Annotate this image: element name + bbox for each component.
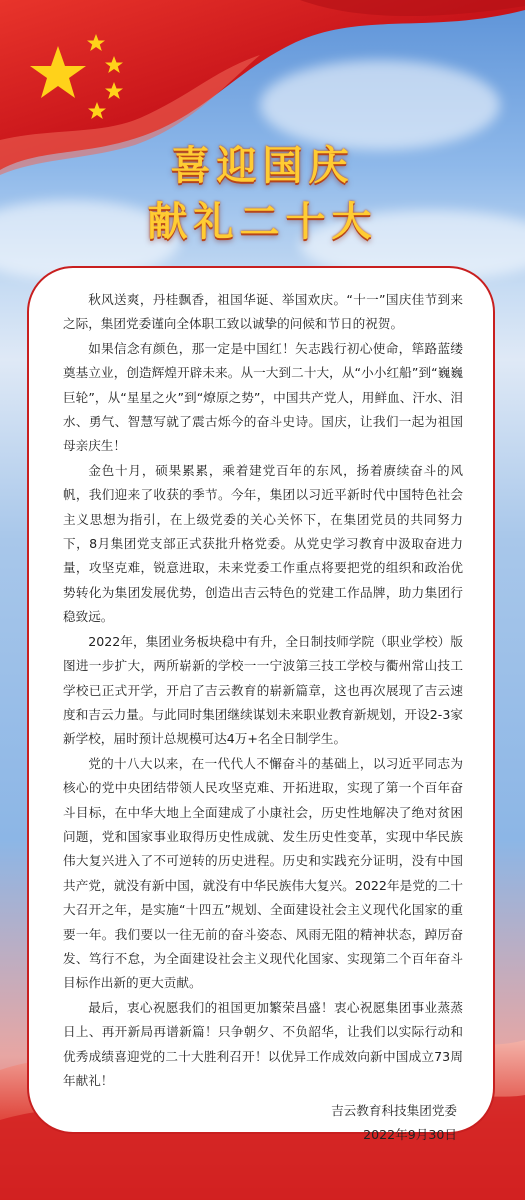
letter-paragraph: 如果信念有颜色，那一定是中国红！矢志践行初心使命，筚路蓝缕奠基立业，创造辉煌开辟未来。从一大到二十大，从“小小红船”到“巍巍巨轮”，从“星星之火”到“燎原之势”，中国共产党人，用鲜血、汗水、泪水、勇气、智慧写就了震古烁今的奋斗史诗。国庆，让我们一起为祖国母亲庆生！ <box>63 340 463 454</box>
letter-paragraph: 金色十月，硕果累累，乘着建党百年的东风，扬着赓续奋斗的风帆，我们迎来了收获的季节。今年，集团以习近平新时代中国特色社会主义思想为指引，在上级党委的关心关怀下，在集团党员的共同努力下，8月集团党支部正式获批升格党委。从党史学习教育中汲取奋进力量，攻坚克难，锐意进取，未来党委工作重点将要把党的组织和政治优势转化为集团发展优势，创造出吉云特色的党建工作品牌，助力集团行稳致远。 <box>63 462 463 625</box>
signature: 吉云教育科技集团党委 <box>331 1103 457 1119</box>
title-line-2: 献礼二十大 <box>147 199 378 245</box>
letter-paragraph: 最后，衷心祝愿我们的祖国更加繁荣昌盛！衷心祝愿集团事业蒸蒸日上、再开新局再谱新篇！只争朝夕、不负韶华，让我们以实际行动和优秀成绩喜迎党的二十大胜利召开！以优异工作成效向新中国成立73周年献礼！ <box>63 999 463 1088</box>
greeting-letter-card <box>27 266 495 1143</box>
letter-paragraph: 党的十八大以来，在一代代人不懈奋斗的基础上，以习近平同志为核心的党中央团结带领人民攻坚克难、开拓进取，实现了第一个百年奋斗目标，在中华大地上全面建成了小康社会，历史性地解决了绝对贫困问题，党和国家事业取得历史性成就、发生历史性变革，实现中华民族伟大复兴进入了不可逆转的历史进程。历史和实践充分证明，没有中国共产党，就没有新中国，就没有中华民族伟大复兴。2022年是党的二十大召开之年，是实施“十四五”规划、全面建设社会主义现代化国家的重要一年。我们要以一往无前的奋斗姿态、风雨无阻的精神状态，踔厉奋发、笃行不怠，为全面建设社会主义现代化国家、实现第二个百年奋斗目标作出新的更大贡献。 <box>63 755 463 991</box>
letter-paragraph: 2022年，集团业务板块稳中有升，全日制技师学院（职业学校）版图进一步扩大，两所崭新的学校一一宁波第三技工学校与衢州常山技工学校已正式开学，开启了吉云教育的崭新篇章，这也再次展现了吉云速度和吉云力量。与此同时集团继续谋划未来职业教育新规划，开设2-3家新学校，届时预计总规模可达4万+名全日制学生。 <box>63 633 463 747</box>
title-line-1: 喜迎国庆 <box>170 143 355 189</box>
letter-paragraph: 秋风送爽，丹桂飘香，祖国华诞、举国欢庆。“十一”国庆佳节到来之际，集团党委谨向全体职工致以诚挚的问候和节日的祝贺。 <box>63 292 463 332</box>
signature-block <box>63 1099 463 1147</box>
letter-date: 2022年9月30日 <box>363 1127 457 1143</box>
